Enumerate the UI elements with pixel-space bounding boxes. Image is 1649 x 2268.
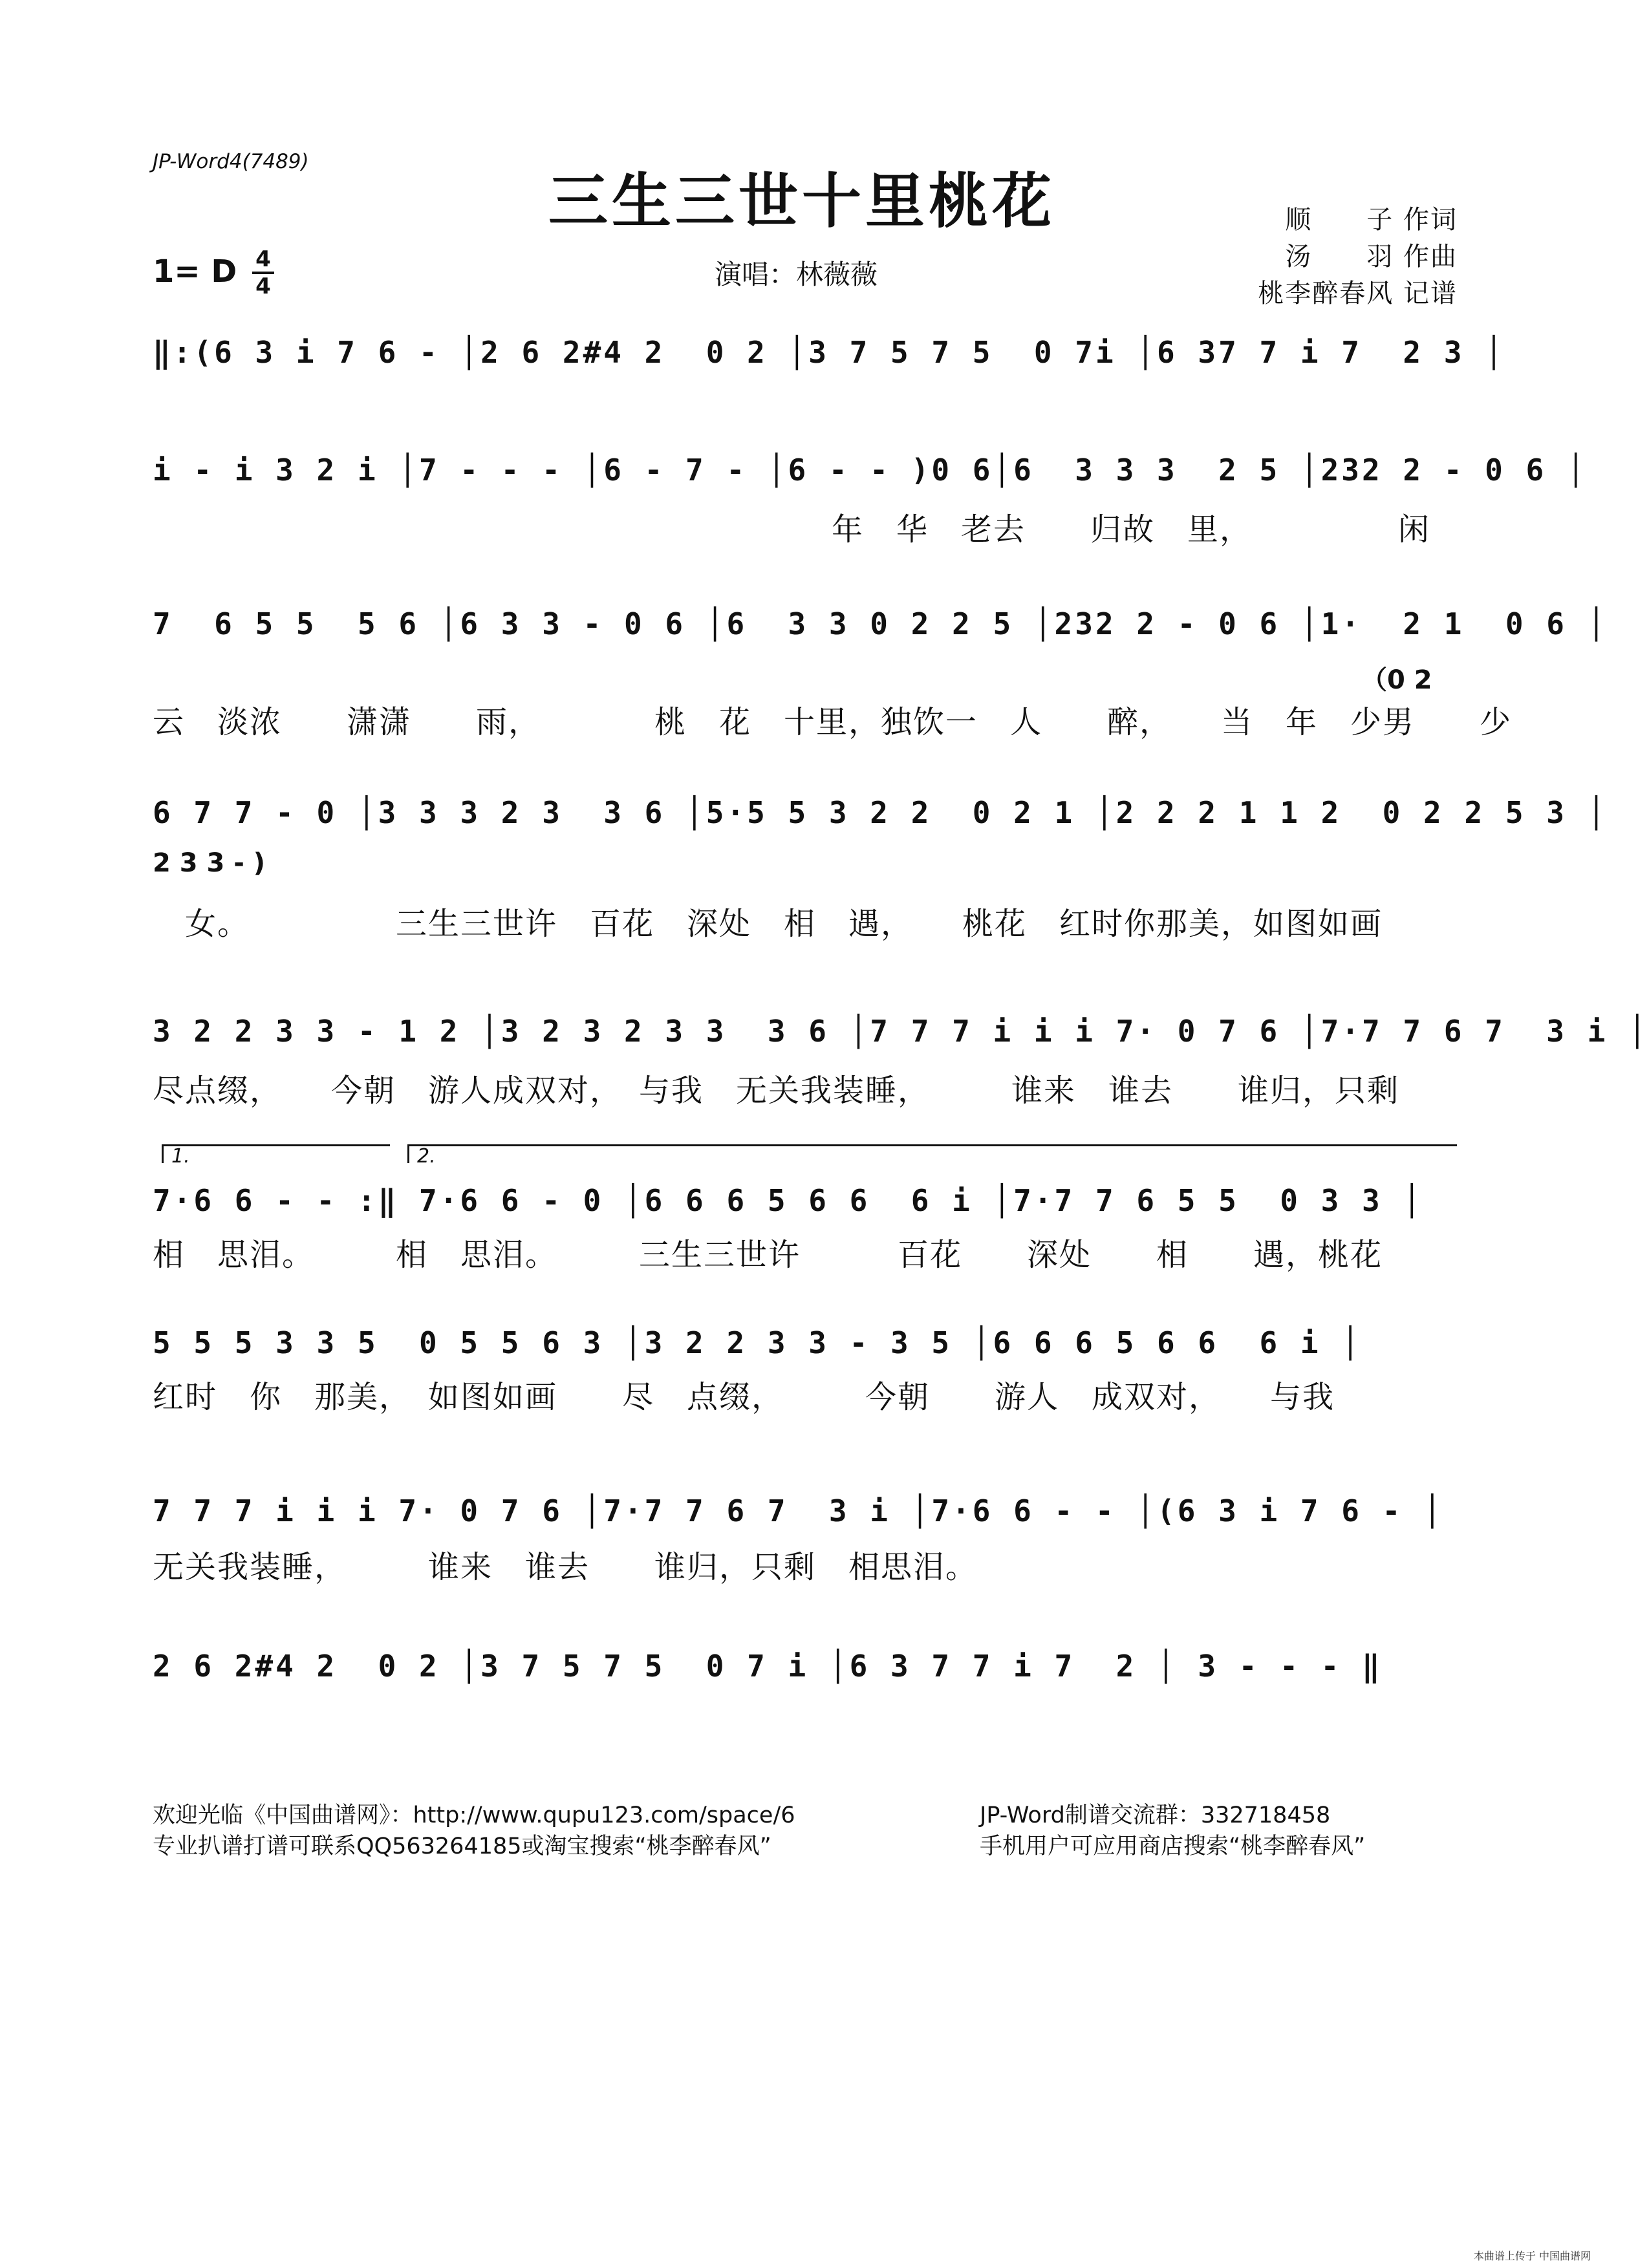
notation-row: 5 5 5 3 3 5 0 5 5 6 3 │3 2 2 3 3 - 3 5 │6 6 6 5 6 6 6 i │	[153, 1325, 1362, 1360]
time-signature	[252, 248, 274, 297]
upload-watermark: 本曲谱上传于 中国曲谱网	[1473, 2250, 1591, 2262]
composer-credit: 汤 羽 作曲	[1285, 242, 1458, 272]
page-title: 三生三世十里桃花	[548, 166, 1055, 236]
notation-row: 3 2 2 3 3 - 1 2 │3 2 3 2 3 3 3 6 │7 7 7 i i i 7· 0 7 6 │7·7 7 6 7 3 i │	[153, 1014, 1649, 1049]
notation-row: 7·6 6 - - :‖ 7·6 6 - 0 │6 6 6 5 6 6 6 i │7·7 7 6 5 5 0 3 3 │	[153, 1183, 1424, 1218]
time-top: 4	[255, 246, 271, 272]
footer-contact: 专业扒谱打谱可联系QQ563264185或淘宝搜索“桃李醉春风”	[153, 1834, 771, 1859]
notation-row: 7 6 5 5 5 6 │6 3 3 - 0 6 │6 3 3 0 2 2 5 │232 2 - 0 6 │1· 2 1 0 6 │	[153, 606, 1608, 641]
second-ending-label: 2.	[417, 1145, 436, 1168]
second-ending	[407, 1144, 1457, 1168]
footer-site: 欢迎光临《中国曲谱网》：http://www.qupu123.com/space/6	[153, 1803, 795, 1828]
notation-row: 2 6 2#4 2 0 2 │3 7 5 7 5 0 7 i │6 3 7 7 i 7 2 │ 3 - - - ‖	[153, 1649, 1383, 1684]
lyric-row: 云 淡浓 潇潇 雨， 桃 花 十里，独饮一 人 醉， 当 年 少男 少	[153, 704, 1513, 740]
key-signature: 1= D	[153, 253, 237, 290]
footer-mobile: 手机用户可应用商店搜索“桃李醉春风”	[980, 1834, 1366, 1859]
singer-credit: 演唱：林薇薇	[715, 259, 878, 290]
app-tag: JP-Word4(7489)	[153, 150, 309, 173]
time-bottom: 4	[255, 273, 271, 299]
transcriber-credit: 桃李醉春风 记谱	[1258, 279, 1458, 308]
lyric-row: 无关我装睡， 谁来 谁去 谁归，只剩 相思泪。	[153, 1549, 978, 1585]
first-ending-label: 1.	[171, 1145, 190, 1168]
notation-row: ‖:(6 3 i 7 6 - │2 6 2#4 2 0 2 │3 7 5 7 5 0 7i │6 37 7 i 7 2 3 │	[153, 335, 1505, 370]
first-ending	[162, 1144, 390, 1168]
notation-row: 7 7 7 i i i 7· 0 7 6 │7·7 7 6 7 3 i │7·6 6 - - │(6 3 i 7 6 - │	[153, 1493, 1444, 1528]
notation-row: i - i 3 2 i │7 - - - │6 - 7 - │6 - - )0 6│6 3 3 3 2 5 │232 2 - 0 6 │	[153, 453, 1588, 487]
lyric-row: 相 思泪。 相 思泪。 三生三世许 百花 深处 相 遇，桃花	[153, 1237, 1383, 1273]
lyric-row: 尽点缀， 今朝 游人成双对， 与我 无关我装睡， 谁来 谁去 谁归，只剩	[153, 1073, 1400, 1109]
notation-row: 6 7 7 - 0 │3 3 3 2 3 3 6 │5·5 5 3 2 2 0 2 1 │2 2 2 1 1 2 0 2 2 5 3 │	[153, 795, 1608, 830]
lyric-row: 年 华 老去 归故 里， 闲	[153, 511, 1431, 548]
alt-notes: （0 2	[1361, 665, 1432, 695]
alt-notes: 2 3 3 - )	[153, 848, 266, 878]
lyric-row: 女。 三生三世许 百花 深处 相 遇， 桃花 红时你那美，如图如画	[153, 906, 1383, 942]
lyricist-credit: 顺 子 作词	[1285, 205, 1458, 235]
lyric-row: 红时 你 那美， 如图如画 尽 点缀， 今朝 游人 成双对， 与我	[153, 1379, 1335, 1415]
footer-group: JP-Word制谱交流群：332718458	[980, 1803, 1331, 1828]
